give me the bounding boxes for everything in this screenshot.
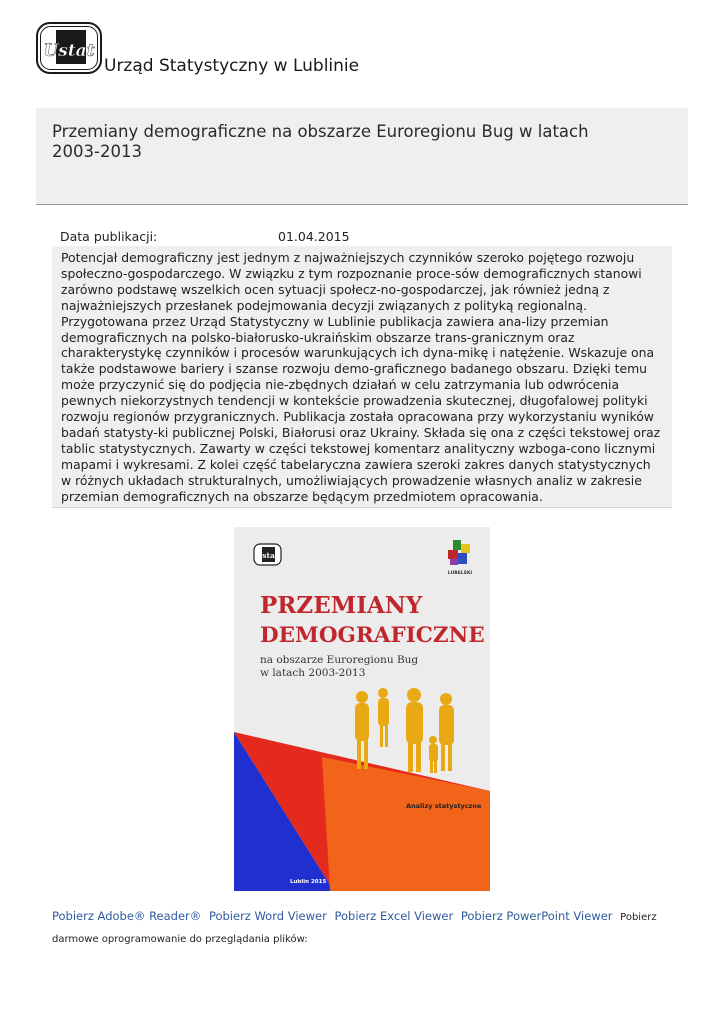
publication-cover[interactable] [234,527,490,891]
cover-title-line1: PRZEMIANY [260,592,423,619]
link-powerpoint-viewer[interactable]: Pobierz PowerPoint Viewer [460,909,613,923]
cover-logo-text: Ustat [255,551,279,560]
download-links [52,906,682,950]
cover-place-year: Lublin 2015 [290,879,327,885]
publication-title: Przemiany demograficzne na obszarze Euroregionu Bug w latach 2003-2013 [52,122,589,161]
org-name: Urząd Statystyczny w Lublinie [104,56,360,76]
download-note: Pobierz darmowe oprogramowanie do przeglądania plików: [52,912,657,945]
link-adobe-reader[interactable]: Pobierz Adobe® Reader® [52,909,202,923]
link-excel-viewer[interactable]: Pobierz Excel Viewer [334,909,454,923]
publication-description: Potencjał demograficzny jest jednym z najważniejszych czynników szeroko pojętego rozwoju społeczno-gospodarczego. W związku z tym rozpoznanie proce-sów demograficznych stanowi zarówno podstawę wszelkich ocen sytuacji społecz-no-gospodarczej, jak również jedną z najważniejszych przesłanek podejmowania decyzji związanych z polityką regionalną. Przygotowana przez Urząd Statystyczny w Lublinie publikacja zawiera ana-lizy przemian demograficznych na polsko-białorusko-ukraińskim obszarze trans-granicznym oraz charakterystykę czynników i procesów warunkujących ich dyna-mikę i natężenie. Wskazuje ona także podstawowe bariery i szanse rozwoju demo-graficznego badanego obszaru. Dzięki temu może przyczynić się do podjęcia nie-zbędnych działań w celu zatrzymania lub odwrócenia pewnych niekorzystnych tendencji w kontekście prowadzenia skutecznej, długofalowej polityki rozwoju regionów przygranicznych. Publikacja została opracowana przy wykorzystaniu wyników badań statysty-ki publicznej Polski, Białorusi oraz Ukrainy. Składa się ona z części tekstowej oraz tablic statystycznych. Zawarty w części tekstowej komentarz analityczny wzboga-cono licznymi mapami i wykresami. Z kolei część tabelaryczna zawiera szeroki zakres danych statystycznych w różnych układach strukturalnych, umożliwiających prowadzenie własnych analiz w zakresie przemian demograficznych na obszarze będącym przedmiotem opracowania. [52,246,672,508]
date-label: Data publikacji: [60,229,158,244]
ustat-logo-text: Ustat [43,41,95,61]
cover-series: Analizy statystyczne [406,802,482,810]
title-panel [36,108,688,205]
publication-date-row [60,229,350,244]
date-value: 01.04.2015 [278,229,350,244]
cover-subtitle-line2: w latach 2003-2013 [260,667,366,679]
link-word-viewer[interactable]: Pobierz Word Viewer [208,909,327,923]
partner-label: LUBELSKI [447,571,473,576]
ustat-logo [36,22,102,74]
cover-title-line2: DEMOGRAFICZNE [260,623,485,648]
cover-subtitle-line1: na obszarze Euroregionu Bug [260,654,419,666]
